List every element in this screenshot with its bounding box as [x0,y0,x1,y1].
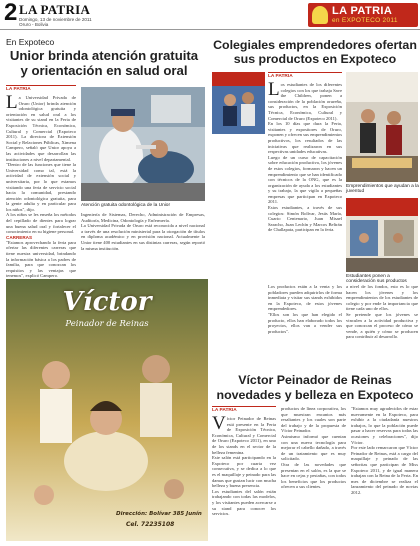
left-photo [81,87,205,201]
left-headline: Unior brinda atención gratuita y orientación en salud oral [9,48,199,78]
students-photo-small-image [212,72,265,134]
left-body-7: La Universidad Privada de Oruro está reconocida a nivel nacional a través de una resolución ministerial para la otorgación de títulos en diploma académico y en provisión nacional. Actualmente la Unior tiene 400 estudiantes en sus distintas carreras, según reportó la misma institución. [81,223,205,251]
left-body-2: "Dentro de las funciones que tiene la Universidad como tal, está la actividad de extensión social y universitaria, por lo que estamos visitando una feria de servicio social hacia la comunidad, prestando atención odontológica gratuita, para la gente adulta y en particular para los niños", dijo. [6,162,76,212]
section-label: En Expoteco [6,37,55,47]
bottom-col-3 [351,406,418,496]
right-body-3: Luego de un curso de capacitación sobre educación productiva, los jóvenes de estos colegios, formaron y hacen un emprendimiento que se han identificado con técnicos de la ONG, que es la organización de ayuda a los estudiantes y su trabajo, la que vigila a pequeñas empresas que participan en Expoteco 2011. [268,154,342,205]
bottom-body-4: productos de línea corporativa, los que muestran encantos más resaltantes y los cuales son parte del trabajo y de la propuesta de Víctor Peinador. [281,406,346,434]
left-col-2 [81,212,205,251]
victor-poster [6,279,208,541]
right-dropcap: L [268,79,280,100]
newspaper-logo: LA PATRIA [19,2,91,17]
right-photo-2-caption: Estudiantes ponen a consideración sus productos [346,274,407,284]
right-body-4: Estos estudiantes, a través de sus colegios: Simón Bolívar, Jesús María, Cuarto Centenario, Juan Misael Saracho, Juan Lechín y Marcos Beltrán de Challapata, participan en la feria. [268,205,342,233]
page-number: 2 [4,0,18,26]
left-body-3: A los niños se les enseña los métodos del cepillado de dientes para lograr una buena salud oral y fortalecer el conocimiento en su higiene personal. [6,212,76,235]
right-body-8: Se pretende que los jóvenes se vinculen a la actividad productiva y que conozcan el proceso de cómo se vende, a quién y cómo se producen para contribuir al desarrollo. [346,311,418,340]
event-banner-subtitle: en EXPOTECO 2011 [332,17,398,24]
left-body-4: "Estamos aprovechando la feria para ofertar las diferentes carreras que tiene nuestra universidad, brindando la información básica a los padres de familia, para que conozcan los requisitos y las ventajas que tenemos", explicó Campero. [6,239,76,279]
bottom-dropcap: V [212,413,226,434]
right-body-5: Los productos están a la venta y los pobladores pueden adquirirlos de forma inmediata y visitar sus stands exhibidos en la Expoteco, de estos jóvenes emprendedores. [268,284,342,312]
bottom-body-1: Víctor Peinador de Reinas está presente en la Feria de Exposición Técnica, Económica, Cultural y Comercial de Oruro (Expoteco 2011), en uno de los stands en el sector de la belleza femenina. [212,413,276,455]
bottom-body-8: Por este lado remarcaron que Víctor Peinador de Reinas, está a cargo del maquillaje y peinado de las señoritas que participan de Miss Expoteco 2011, y de igual manera trabajan con la Reina de la Feria. En mes de diciembre se realiza el lanzamiento del peinado de novias 2012. [351,445,418,495]
left-byline: LA PATRIA [6,85,76,92]
right-photo-small [212,72,265,134]
crest-icon [312,6,328,24]
right-body-6: "Ellos son los que han elegido el producto, ellos han elaborado todos los proyectos, ellos van a vender sus productos". [268,311,342,334]
bottom-body-5: Asimismo informó que cuentan con una nueva tecnología para mejorar el cabello dañado, a través de un tratamiento que es muy solicitado. [281,433,346,462]
poster-title: Víctor [62,287,152,317]
dentist-photo-image [81,87,205,201]
right-headline: Colegiales emprendedores ofertan sus productos en Expoteco [213,38,417,66]
right-byline: LA PATRIA [268,72,342,79]
left-dropcap: L [6,92,18,113]
date-text: Domingo, 13 de noviembre de 2011 [19,17,92,22]
entrepreneurs-photo-image [346,72,418,182]
right-photo-1 [346,72,418,182]
bottom-col-1 [212,406,276,517]
date-line [19,17,92,27]
poster-address: Dirección: Bolívar 385 Junín [116,511,202,517]
stand-photo-image [346,198,418,272]
poster-phone: Cel. 72235108 [126,521,175,528]
header-divider [0,29,420,30]
right-body-7: a nivel de los fondos, esto es lo que hacen los jóvenes y los emprendimientos de los estudiantes de colegio y por ende la importancia que tiene cada uno de ellos. [346,284,418,312]
bottom-headline: Víctor Peinador de Reinas novedades y belleza en Expoteco [216,373,414,402]
left-body-1: La Universidad Privada de Oruro (Unior) brinda atención odontológica gratuita y orientación en salud oral a los visitantes de su stand en la Feria de Exposición Técnica, Económica, Cultural y Comercial (Expoteco 2011). La directora de Extensión Social y Relaciones Públicas, Ximena Campero, señaló que Unior apoya a las actividades que desarrollan las instituciones a nivel departamental. [6,92,76,162]
right-photo-2 [346,198,418,272]
event-banner [308,3,418,27]
bottom-body-2: Este salón está participando en la Expoteco por cuarta vez consecutiva, y se dedica a lo que es el maquillaje y peinado para las damas que gustan lucir con mucha belleza y buena presencia. [212,455,276,489]
right-col-3 [346,284,418,340]
right-body-2: En los 10 días que dura la Feria, visitantes y expositores de Oruro, exponen y ofrecen sus emprendimientos productivos, los resultados de las iniciativas que realizaron en sus respectivas unidades educativas. [268,121,342,155]
left-subhead: CARRERAS [6,234,33,240]
bottom-body-6: Otra de las novedades que presentan en el salón, es la que se hace en cejas y pestañas, con todos los beneficios que los productos ofrecen a sus clientes. [281,461,346,490]
left-photo-caption: Atención gratuita odontológica de la Unior [81,203,171,208]
bottom-col-2 [281,406,346,490]
right-col-2 [268,284,342,334]
bottom-body-7: "Estamos muy agradecidos de estar nuevamente en la Expoteco, para exhibir a la ciudadanía nuestros trabajos, lo que la población puede pasar a hacer reservas para todas las ocasiones y celebraciones", dijo Víctor. [351,406,418,445]
left-body-6: Ingeniería de Sistemas, Derecho, Administración de Empresas, Auditoría, Medicina, Odontología y Enfermería. [81,212,205,223]
place-text: Oruro - Bolivia [19,22,49,27]
right-body-1: Los estudiantes de los diferentes colegios con los que trabaja Save the Children, ponen a consideración de la población orureña, sus productos, en la Exposición Técnica, Económica, Cultural y Comercial de Oruro (Expoteco 2011). [268,79,342,121]
bottom-byline: LA PATRIA [212,406,276,413]
bottom-body-3: Los estudiantes del salón están trabajando con todas las modelos, y los visitantes pueden acercarse a su stand para conocer los servicios. [212,488,276,517]
right-photo-1-caption: Emprendimientos que ayudan a la juventud [346,184,419,194]
event-banner-title: LA PATRIA [332,5,393,17]
right-col-text [268,72,342,233]
poster-subtitle: Peinador de Reinas [65,319,149,329]
left-col-1 [6,85,76,290]
